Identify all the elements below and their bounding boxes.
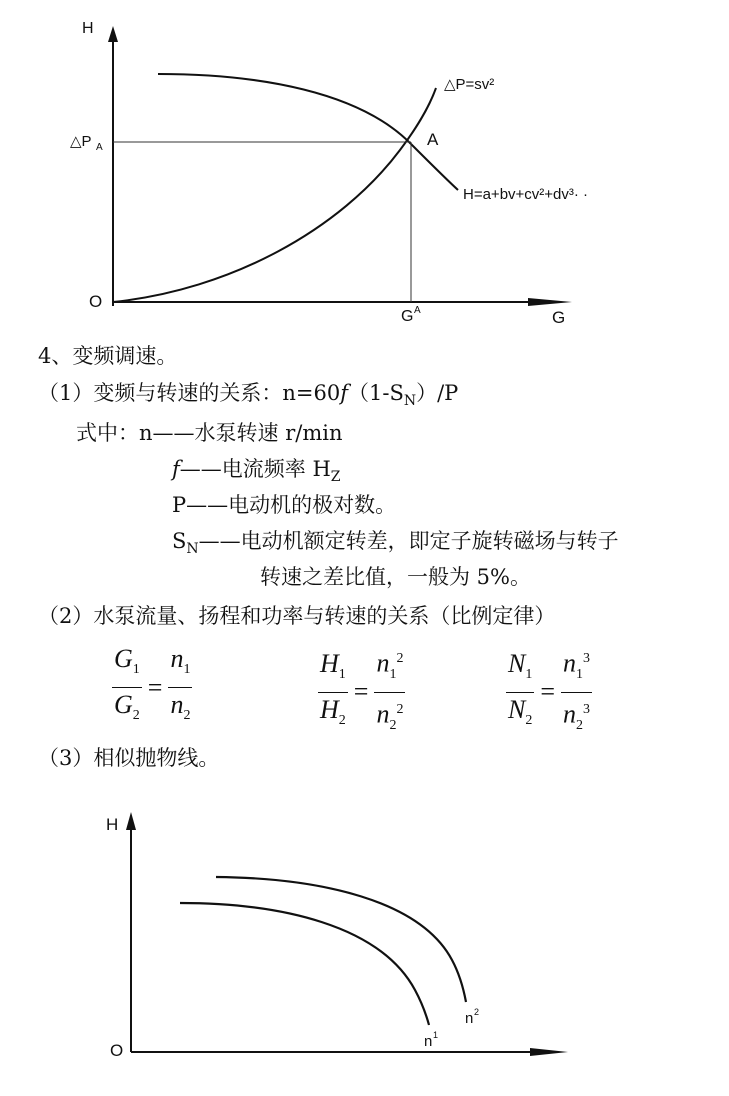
defs-sn-text: ——电动机额定转差，即定子旋转磁场与转子 (198, 529, 619, 553)
formula-power-lhs: $\frac{N_1}{N_2}$ (508, 648, 533, 729)
n2-label: n (465, 1010, 474, 1027)
ga-label: G (401, 308, 414, 325)
defs-sn-continuation: 转速之差比值，一般为 5%。 (260, 565, 531, 589)
y-axis-arrow (126, 812, 136, 830)
defs-n: n——水泵转速 r/min (139, 421, 343, 445)
dp-label: △P (70, 133, 92, 150)
x-axis-label: G (552, 308, 566, 327)
defs-f-line (172, 456, 341, 490)
defs-n-line (76, 420, 342, 446)
item2-line: （2）水泵流量、扬程和功率与转速的关系（比例定律） (38, 604, 556, 628)
system-curve-label: △P=sv² (444, 76, 495, 93)
pump-curve-label: H=a+bv+cv²+dv³· · (463, 186, 589, 203)
y-axis-label: H (82, 20, 94, 37)
n2-superscript: 2 (474, 1007, 480, 1017)
curve-n2 (216, 877, 466, 1002)
formula-power-rhs: $\frac{n_1^3}{n_2^3}$ (561, 642, 592, 743)
item1-middle: （1-S (347, 381, 404, 405)
point-a-label: A (427, 130, 439, 149)
item1-suffix: ）/P (416, 381, 459, 405)
defs-f-sub: Z (330, 469, 341, 486)
x-axis-arrow (530, 1048, 568, 1056)
formula-head-lhs: $\frac{H_1}{H_2}$ (320, 648, 346, 729)
dp-subscript: A (96, 142, 103, 153)
defs-intro: 式中： (76, 421, 139, 445)
item1-sub: N (403, 393, 417, 410)
section-heading: 4、变频调速。 (38, 344, 178, 368)
defs-p-line: P——电动机的极对数。 (172, 493, 397, 517)
item1-prefix: （1）变频与转速的关系：n=60 (38, 381, 341, 405)
origin-label: O (110, 1041, 124, 1060)
curve-n1 (180, 903, 429, 1025)
system-resistance-curve (113, 88, 436, 302)
defs-sn-symbol: S (172, 529, 187, 553)
defs-f-text: ——电流频率 H (179, 457, 331, 481)
formula-flow: $\frac{G_1}{G_2}$ = $\frac{n_1}{n_2}$ (112, 642, 192, 733)
formula-power: $\frac{N_1}{N_2}$ = $\frac{n_1^3}{n_2^3}$ (506, 642, 592, 743)
defs-sn-line (172, 528, 619, 562)
similar-parabola-chart (0, 800, 729, 1090)
y-axis-label: H (106, 815, 119, 834)
x-axis-arrow (528, 298, 572, 306)
item1-f: f (340, 381, 348, 405)
formula-flow-lhs: $\frac{G_1}{G_2}$ (114, 644, 140, 724)
item3-line: （3）相似抛物线。 (38, 746, 220, 770)
item1-line (38, 380, 458, 414)
ga-superscript: A (414, 305, 421, 316)
defs-f-symbol: f (172, 457, 180, 481)
origin-label: O (89, 292, 103, 311)
n1-label: n (424, 1033, 433, 1050)
formula-head: $\frac{H_1}{H_2}$ = $\frac{n_1^2}{n_2^2}$ (318, 642, 405, 743)
pump-system-curve-chart (0, 0, 729, 340)
formula-flow-rhs: $\frac{n_1}{n_2}$ (170, 644, 191, 724)
y-axis-arrow (108, 26, 118, 42)
formula-head-rhs: $\frac{n_1^2}{n_2^2}$ (374, 642, 405, 743)
defs-sn-sub: N (186, 541, 199, 558)
n1-superscript: 1 (433, 1030, 439, 1040)
